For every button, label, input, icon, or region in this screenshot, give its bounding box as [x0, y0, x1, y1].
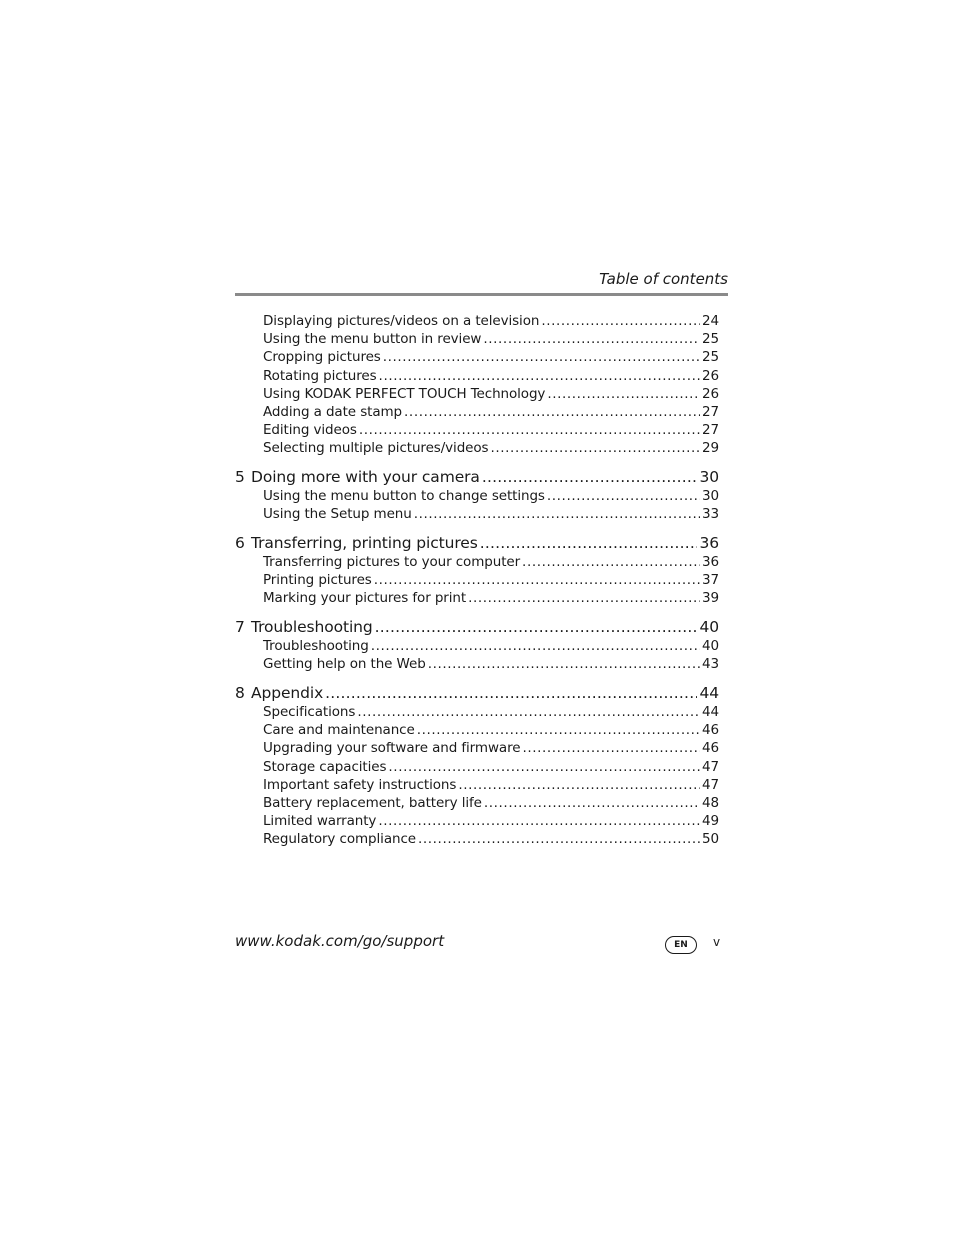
dot-leader [414, 505, 700, 523]
toc-entry-label [263, 403, 402, 421]
toc-entry-title: Using the menu button to change settings [263, 488, 545, 505]
dot-leader [522, 739, 700, 757]
toc-page-number: 36 [699, 534, 719, 553]
toc-entry [235, 505, 719, 523]
toc-entry-title: Troubleshooting [263, 638, 369, 655]
toc-page-number: 25 [702, 349, 719, 366]
toc-page-number: 50 [702, 831, 719, 848]
toc-page-number: 24 [702, 313, 719, 329]
toc-entry [235, 348, 719, 366]
toc-entry [235, 721, 719, 739]
toc-page-number: 37 [702, 572, 719, 589]
dot-leader [383, 348, 700, 366]
toc-entry-title: Care and maintenance [263, 722, 415, 739]
dot-leader [547, 385, 700, 403]
toc-entry-label [263, 776, 456, 794]
dot-leader [374, 571, 700, 589]
toc-page-number: 49 [702, 813, 719, 830]
toc-entry-label [263, 330, 481, 348]
toc-entry [235, 367, 719, 385]
toc-page-number: 43 [702, 656, 719, 673]
toc-entry-title: Using the menu button in review [263, 331, 482, 348]
dot-leader [483, 330, 700, 348]
toc-entry-label [263, 385, 545, 403]
toc-page-number: 29 [702, 440, 719, 457]
toc-entry-title: Using the Setup menu [263, 506, 412, 523]
toc-page-number: 40 [702, 638, 719, 655]
toc-entry-title: Using KODAK PERFECT TOUCH Technology [263, 385, 546, 402]
toc-page-number: 26 [702, 367, 719, 384]
toc-entry-title: Adding a date stamp [263, 404, 403, 421]
running-head-title: Table of contents [599, 270, 728, 288]
dot-leader [379, 367, 700, 385]
toc-entry-title: Regulatory compliance [263, 831, 416, 848]
toc-entry-title: Editing videos [263, 422, 357, 439]
toc-chapter-entry [235, 468, 719, 487]
toc-entry [235, 776, 719, 794]
toc-entry-label [263, 637, 369, 655]
toc-page-number: 44 [702, 704, 719, 721]
toc-entry-title: Upgrading your software and firmware [263, 740, 521, 757]
toc-entry-title: Rotating pictures [263, 367, 377, 384]
toc-chapter-number: 7 [235, 618, 245, 637]
toc-entry-title: Specifications [263, 704, 356, 721]
toc-entry [235, 439, 719, 457]
toc-entry-label [263, 312, 539, 330]
toc-entry [235, 403, 719, 421]
toc-entry [235, 330, 719, 348]
toc-entry-title: Troubleshooting [251, 618, 373, 637]
toc-entry [235, 571, 719, 589]
toc-entry-label [263, 589, 466, 607]
toc-entry [235, 812, 719, 830]
toc-page-number: 47 [702, 776, 719, 793]
toc-page-number: 30 [699, 468, 719, 487]
toc-entry [235, 487, 719, 505]
toc-chapter-number: 8 [235, 684, 245, 703]
toc-entry [235, 758, 719, 776]
toc-entry-label [263, 571, 372, 589]
dot-leader [417, 721, 700, 739]
toc-entry-label [263, 794, 482, 812]
toc-entry-title: Printing pictures [263, 572, 372, 589]
dot-leader [458, 776, 700, 794]
toc-entry-label [263, 487, 545, 505]
toc-page-number: 44 [699, 684, 719, 703]
dot-leader [371, 637, 700, 655]
toc-entry-title: Storage capacities [263, 758, 387, 775]
toc-entry-title: Transferring pictures to your computer [263, 554, 521, 571]
toc-entry [235, 739, 719, 757]
toc-entry [235, 553, 719, 571]
toc-entry-title: Transferring, printing pictures [251, 534, 478, 553]
toc-entry-title: Cropping pictures [263, 349, 381, 366]
toc-entry-label [263, 830, 416, 848]
dot-leader [490, 439, 700, 457]
toc-entry-label [263, 758, 386, 776]
toc-chapter-entry [235, 534, 719, 553]
toc-entry-title: Getting help on the Web [263, 656, 426, 673]
toc-entry-label [235, 684, 323, 703]
toc-entry-title: Battery replacement, battery life [263, 795, 482, 812]
toc-entry-label [263, 348, 381, 366]
toc-page-number: 33 [702, 506, 719, 523]
toc-chapter-entry [235, 618, 719, 637]
dot-leader [404, 403, 700, 421]
toc-entry-label [263, 721, 415, 739]
toc-entry [235, 655, 719, 673]
toc-entry-label [263, 703, 355, 721]
dot-leader [484, 794, 700, 812]
toc-page-number: 27 [702, 422, 719, 439]
toc-entry [235, 385, 719, 403]
toc-chapter-number: 5 [235, 468, 245, 487]
toc-entry-title: Displaying pictures/videos on a television [263, 313, 540, 329]
toc-entry-label [263, 367, 377, 385]
toc-entry-title: Doing more with your camera [251, 468, 480, 487]
toc-chapter-entry [235, 684, 719, 703]
toc-page-number: 39 [702, 590, 719, 607]
toc-entry-label [263, 553, 520, 571]
header-rule [235, 293, 728, 296]
toc-entry-label [235, 618, 373, 637]
toc-entry [235, 312, 719, 330]
table-of-contents [235, 312, 719, 849]
toc-page-number: 36 [702, 554, 719, 571]
toc-entry-label [263, 505, 412, 523]
toc-entry [235, 703, 719, 721]
toc-page-number: 25 [702, 331, 719, 348]
toc-entry-title: Limited warranty [263, 813, 377, 830]
toc-entry-title: Selecting multiple pictures/videos [263, 440, 489, 457]
toc-chapter-number: 6 [235, 534, 245, 553]
toc-entry [235, 637, 719, 655]
toc-page-number: 46 [702, 740, 719, 757]
dot-leader [357, 703, 700, 721]
toc-page-number: 30 [702, 488, 719, 505]
toc-entry-title: Important safety instructions [263, 776, 457, 793]
toc-entry [235, 589, 719, 607]
toc-entry-label [235, 534, 478, 553]
dot-leader [375, 618, 698, 637]
dot-leader [418, 830, 700, 848]
toc-page-number: 40 [699, 618, 719, 637]
dot-leader [468, 589, 700, 607]
toc-entry-label [263, 812, 376, 830]
toc-entry-label [235, 468, 480, 487]
toc-page-number: 47 [702, 758, 719, 775]
dot-leader [359, 421, 700, 439]
toc-entry [235, 794, 719, 812]
toc-entry [235, 421, 719, 439]
toc-entry-label [263, 439, 488, 457]
language-badge: EN [665, 936, 697, 954]
toc-entry-title: Appendix [251, 684, 324, 703]
toc-entry-label [263, 655, 426, 673]
dot-leader [388, 758, 700, 776]
toc-page-number: 48 [702, 795, 719, 812]
toc-entry-title: Marking your pictures for print [263, 590, 467, 607]
dot-leader [522, 553, 700, 571]
toc-entry-label [263, 739, 520, 757]
dot-leader [325, 684, 697, 703]
toc-page-number: 26 [702, 385, 719, 402]
page-number: v [713, 935, 721, 949]
dot-leader [378, 812, 700, 830]
toc-page-number: 27 [702, 404, 719, 421]
dot-leader [547, 487, 700, 505]
dot-leader [482, 468, 698, 487]
toc-entry [235, 830, 719, 848]
dot-leader [541, 312, 700, 330]
dot-leader [428, 655, 700, 673]
footer-support-url: www.kodak.com/go/support [235, 932, 445, 950]
toc-page-number: 46 [702, 722, 719, 739]
toc-entry-label [263, 421, 357, 439]
dot-leader [480, 534, 698, 553]
